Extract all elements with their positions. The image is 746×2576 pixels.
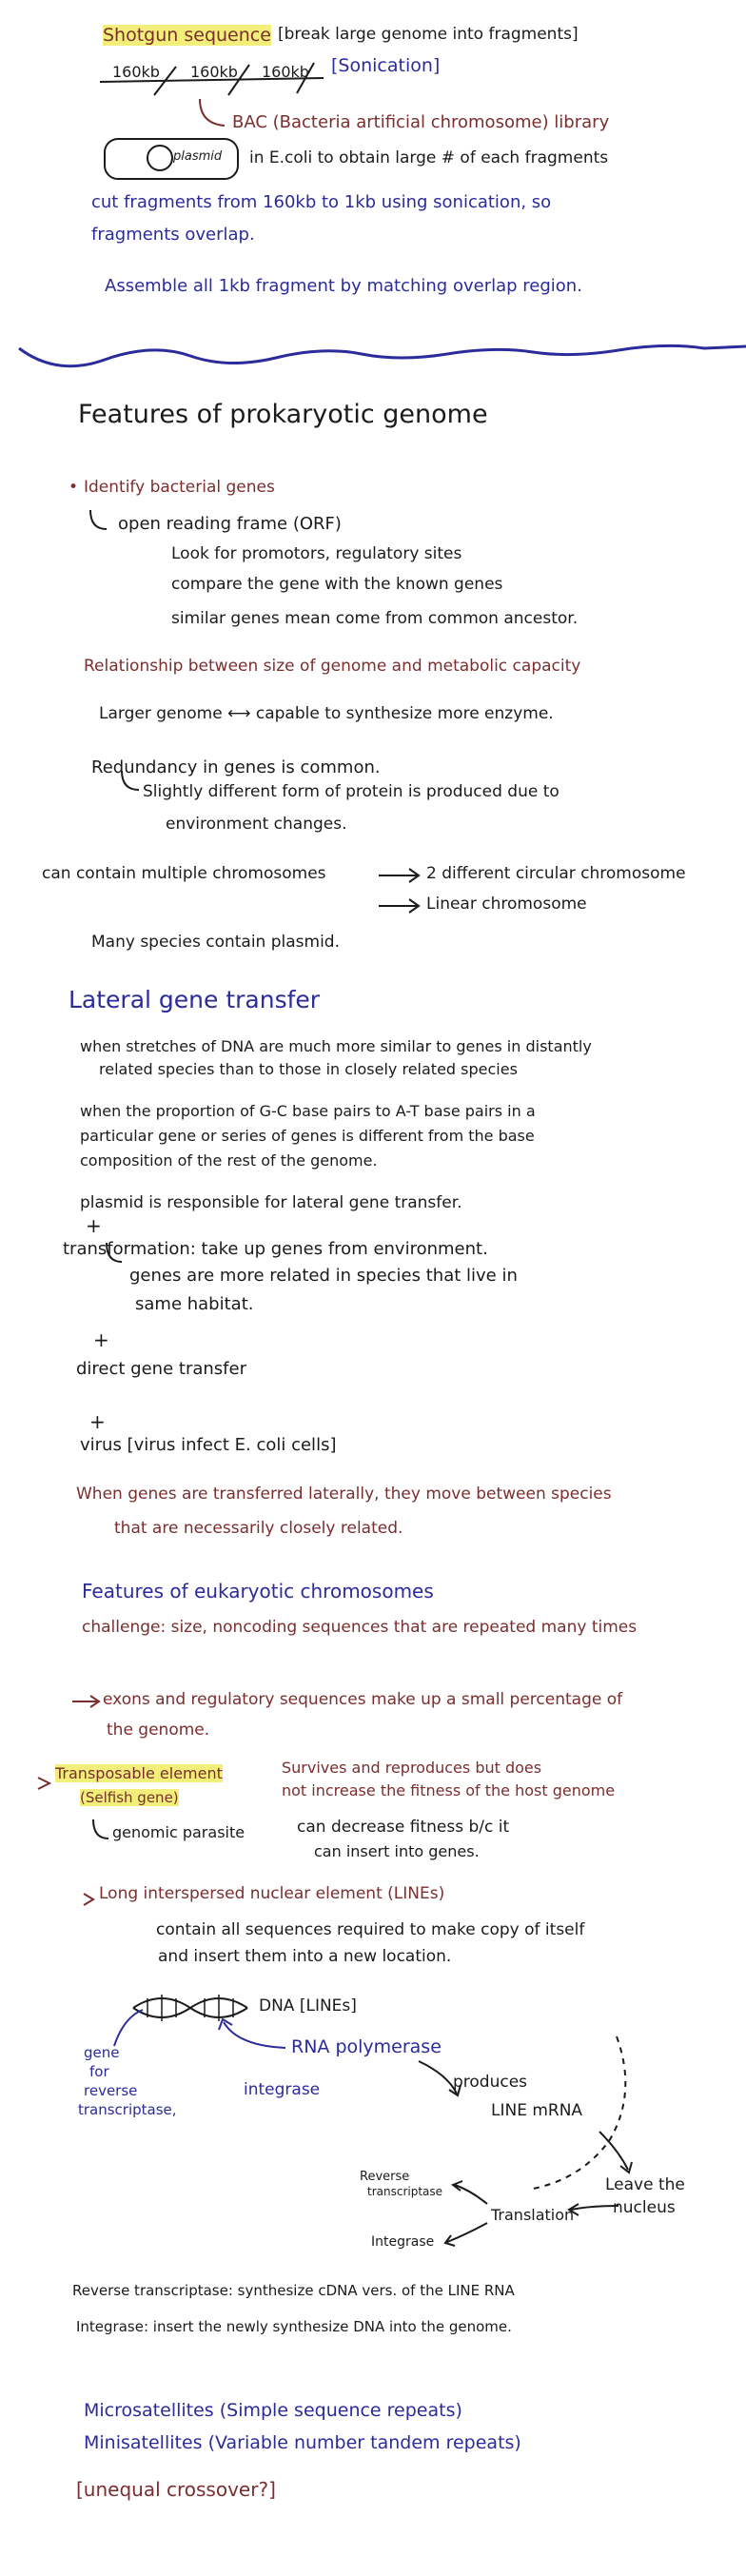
fragment-size-2: 160kb xyxy=(190,63,238,81)
plus-2: + xyxy=(93,1328,109,1351)
decrease-fitness-line2: can insert into genes. xyxy=(314,1842,480,1860)
integrase-top-label: integrase xyxy=(244,2080,321,2099)
identify-genes: Identify bacterial genes xyxy=(84,478,275,497)
when-transferred-line2: that are necessarily closely related. xyxy=(114,1519,403,1538)
circular-chromosome: 2 different circular chromosome xyxy=(426,864,686,883)
produces-label: produces xyxy=(453,2073,528,2092)
rna-polymerase-label: RNA polymerase xyxy=(291,2036,442,2057)
plasmid-description: in E.coli to obtain large # of each fragments xyxy=(249,148,609,167)
long-interspersed: Long interspersed nuclear element (LINEs) xyxy=(99,1884,445,1903)
eukaryotic-title: Features of eukaryotic chromosomes xyxy=(82,1580,434,1603)
contain-line2: and insert them into a new location. xyxy=(158,1947,452,1966)
leave-nucleus-2: nucleus xyxy=(613,2198,676,2217)
transformation: transformation: take up genes from environment. xyxy=(63,1239,488,1259)
cut-fragments-line2: fragments overlap. xyxy=(91,225,255,245)
relationship-size-metabolic: Relationship between size of genome and metabolic capacity xyxy=(84,657,581,676)
dna-lines-label: DNA [LINEs] xyxy=(259,1996,357,2016)
genes-related-line1: genes are more related in species that live in xyxy=(129,1266,518,1286)
reverse-transcriptase-label-1: Reverse xyxy=(360,2170,410,2184)
sonication-tag: [Sonication] xyxy=(331,55,441,76)
orf-promotors: Look for promotors, regulatory sites xyxy=(171,544,462,563)
exons-line2: the genome. xyxy=(107,1721,210,1740)
shotgun-description: [break large genome into fragments] xyxy=(278,25,579,44)
contain-line1: contain all sequences required to make copy of itself xyxy=(156,1920,585,1939)
orf-compare: compare the gene with the known genes xyxy=(171,575,503,594)
minisatellites: Minisatellites (Variable number tandem repeats) xyxy=(84,2432,521,2453)
shotgun-heading: Shotgun sequence xyxy=(103,25,271,46)
orf: open reading frame (ORF) xyxy=(118,514,342,534)
plus-3: + xyxy=(89,1410,106,1433)
genes-related-line2: same habitat. xyxy=(135,1294,254,1314)
leave-nucleus-1: Leave the xyxy=(605,2175,685,2194)
fragment-size-1: 160kb xyxy=(112,63,160,81)
lateral-b2-line3: composition of the rest of the genome. xyxy=(80,1151,378,1170)
gene-label-4: transcriptase, xyxy=(78,2101,177,2118)
unequal-crossover: [unequal crossover?] xyxy=(76,2478,276,2501)
lateral-b1-line1: when stretches of DNA are much more similar to genes in distantly xyxy=(80,1037,592,1055)
bac-library: BAC (Bacteria artificial chromosome) library xyxy=(232,112,610,132)
decrease-fitness-line1: can decrease fitness b/c it xyxy=(297,1818,510,1837)
lateral-title: Lateral gene transfer xyxy=(69,986,321,1013)
identify-genes-bullet: • xyxy=(69,478,79,497)
many-species-plasmid: Many species contain plasmid. xyxy=(91,933,340,952)
microsatellites: Microsatellites (Simple sequence repeats) xyxy=(84,2400,462,2421)
gene-label-2: for xyxy=(89,2063,109,2080)
te-survives-line2: not increase the fitness of the host genome xyxy=(282,1781,616,1799)
fragment-size-3: 160kb xyxy=(262,63,309,81)
exons-line1: exons and regulatory sequences make up a small percentage of xyxy=(103,1690,623,1709)
linear-chromosome: Linear chromosome xyxy=(426,895,587,914)
gene-label-1: gene xyxy=(84,2044,120,2061)
prokaryotic-title: Features of prokaryotic genome xyxy=(78,400,488,429)
translation-label: Translation xyxy=(491,2206,575,2224)
reverse-transcriptase-label-2: transcriptase xyxy=(367,2185,443,2198)
lateral-b2-line2: particular gene or series of genes is different from the base xyxy=(80,1127,535,1145)
lateral-b3: plasmid is responsible for lateral gene transfer. xyxy=(80,1193,462,1212)
genomic-parasite: genomic parasite xyxy=(112,1823,245,1841)
slightly-different-line1: Slightly different form of protein is produced due to xyxy=(143,782,560,801)
slightly-different-line2: environment changes. xyxy=(166,815,347,834)
challenge: challenge: size, noncoding sequences that are repeated many times xyxy=(82,1618,638,1637)
multiple-chromosomes: can contain multiple chromosomes xyxy=(42,864,326,883)
redundancy: Redundancy in genes is common. xyxy=(91,757,381,777)
integrase-def: Integrase: insert the newly synthesize DNA into the genome. xyxy=(76,2318,512,2335)
reverse-transcriptase-def: Reverse transcriptase: synthesize cDNA vers. of the LINE RNA xyxy=(72,2282,515,2299)
te-survives-line1: Survives and reproduces but does xyxy=(282,1759,542,1777)
gene-label-3: reverse xyxy=(84,2082,138,2099)
when-transferred-line1: When genes are transferred laterally, they move between species xyxy=(76,1485,612,1504)
integrase-bottom-label: Integrase xyxy=(371,2234,435,2250)
selfish-gene: (Selfish gene) xyxy=(80,1789,179,1806)
direct-gene-transfer: direct gene transfer xyxy=(76,1359,246,1379)
lateral-b2-line1: when the proportion of G-C base pairs to A-T base pairs in a xyxy=(80,1102,536,1120)
assemble-fragments: Assemble all 1kb fragment by matching overlap region. xyxy=(105,276,582,296)
plasmid-label: plasmid xyxy=(173,149,223,164)
line-mrna-label: LINE mRNA xyxy=(491,2101,583,2120)
transposable-element: Transposable element xyxy=(55,1764,223,1782)
virus: virus [virus infect E. coli cells] xyxy=(80,1435,337,1455)
orf-similar: similar genes mean come from common ancestor. xyxy=(171,609,579,628)
lateral-b1-line2: related species than to those in closely related species xyxy=(99,1060,518,1078)
larger-genome: Larger genome ⟷ capable to synthesize more enzyme. xyxy=(99,704,554,723)
plus-1: + xyxy=(86,1214,102,1237)
cut-fragments-line1: cut fragments from 160kb to 1kb using sonication, so xyxy=(91,192,552,212)
